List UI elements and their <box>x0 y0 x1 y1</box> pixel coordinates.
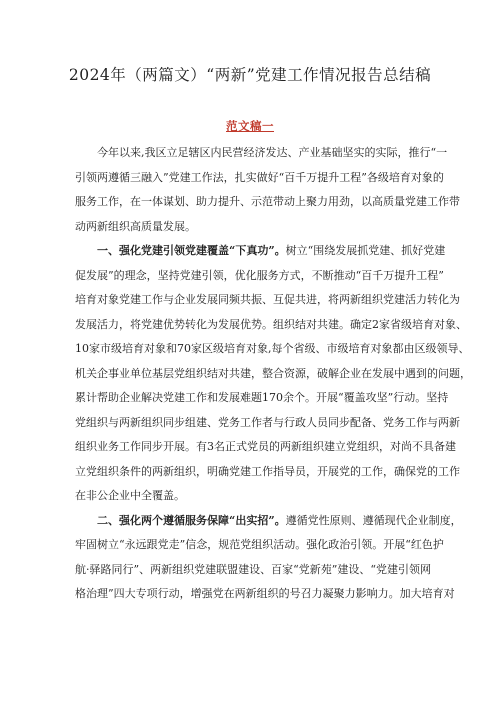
text-line: 促发展”的理念，坚持党建引领，优化服务方式，不断推动“百千万提升工程” <box>75 268 444 282</box>
document-title: 2024年（两篇文）“两新”党建工作情况报告总结稿 <box>68 66 432 84</box>
text-line <box>75 509 462 534</box>
text-line: 今年以来,我区立足辖区内民营经济发达、产业基础坚实的实际，推行“一 <box>97 146 448 159</box>
text-line: 发展活力，将党建优势转化为发展优势。组织结对共建。确定2家省级培育对象、 <box>75 317 467 331</box>
paragraph-section-two <box>75 509 462 607</box>
text-line: 培育对象党建工作与企业发展同频共振、互促共进，将两新组织党建活力转化为 <box>75 293 460 306</box>
paragraph-section-one <box>75 239 471 509</box>
text-line: 格治理”四大专项行动，增强党在两新组织的号召力凝聚力影响力。加大培育对 <box>75 587 455 600</box>
text-line: 累计帮助企业解决党建工作和发展难题170余个。开展“覆盖攻坚”行动。坚持 <box>75 391 449 404</box>
text-line: 服务工作，在一体谋划、助力提升、示范带动上聚力用劲，以高质量党建工作带 <box>75 195 460 208</box>
section-subtitle <box>0 118 500 134</box>
text-line <box>75 239 446 264</box>
document-body <box>75 141 471 607</box>
text-line: 机关企事业单位基层党组织结对共建，整合资源，破解企业在发展中遇到的问题， <box>75 366 471 380</box>
text-line-rest: 树立“围绕发展抓党建、抓好党建 <box>285 244 446 257</box>
section-one-heading: 一、强化党建引领党建覆盖“下真功”。 <box>97 244 286 257</box>
text-line: 立党组织条件的两新组织，明确党建工作指导员，开展党的工作，确保党的工作 <box>75 464 460 478</box>
text-line-rest: 遵循党性原则、遵循现代企业制度， <box>285 513 462 527</box>
text-line: 在非公企业中全覆盖。 <box>75 489 185 502</box>
section-subtitle-text: 范文稿一 <box>226 119 274 133</box>
text-line: 10家市级培育对象和70家区级培育对象,每个省级、市级培育对象都由区级领导、 <box>75 342 470 355</box>
text-line: 党组织与两新组织同步组建、党务工作者与行政人员同步配备、党务工作与两新 <box>75 415 460 429</box>
text-line: 牢固树立“永远跟党走”信念，规范党组织活动。强化政治引领。开展“红色护 <box>75 538 444 551</box>
text-line: 航·驿路同行”、两新组织党建联盟建设、百家“党新苑”建设、“党建引领网 <box>75 562 431 576</box>
text-line: 组织业务工作同步开展。有3名正式党员的两新组织建立党组织，对尚不具备建 <box>75 440 456 453</box>
text-line: 引领两遵循三融入”党建工作法，扎实做好“百千万提升工程”各级培育对象的 <box>75 170 444 184</box>
section-two-heading: 二、强化两个遵循服务保障“出实招”。 <box>97 513 286 527</box>
paragraph-intro <box>75 141 460 239</box>
text-line: 动两新组织高质量发展。 <box>75 219 196 233</box>
